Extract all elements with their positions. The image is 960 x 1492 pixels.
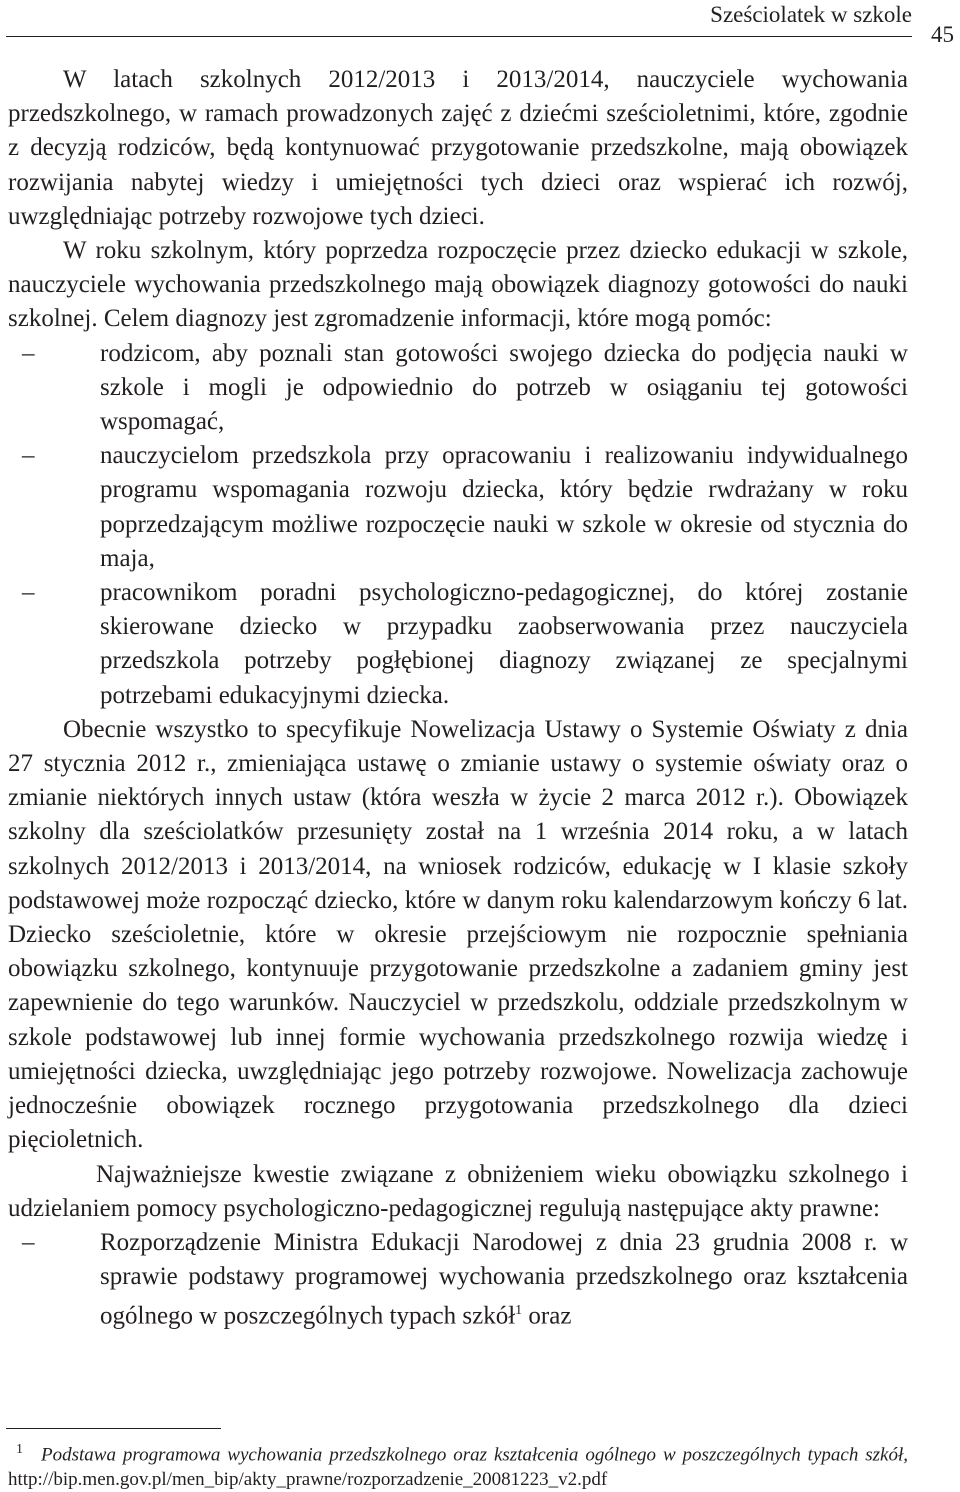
running-header-title: Sześciolatek w szkole <box>710 2 912 27</box>
dash-bullet: – <box>22 442 35 470</box>
list-item <box>22 439 908 576</box>
footnote-url-link[interactable]: http://bip.men.gov.pl/men_bip/akty_prawne/rozporzadzenie_20081223_v2.pdf <box>8 1469 608 1491</box>
dash-bullet: – <box>22 339 35 367</box>
footnote-reference[interactable]: 1 <box>515 1303 523 1319</box>
paragraph-4: Najważniejsze kwestie związane z obniżeniem wieku obowiązku szkolnego i udzielaniem pomocy psychologiczno-pedagogicznej regulują następujące akty prawne: <box>8 1160 908 1222</box>
footnote-mark: 1 <box>16 1442 23 1457</box>
footnote <box>8 1437 908 1492</box>
legal-acts-list <box>8 1226 908 1334</box>
list-item-text: rodzicom, aby poznali stan gotowości swojego dziecka do podjęcia nauki w szkole i mogli je odpowiednio do potrzeb w osiąganiu tej gotowości wspomagać, <box>100 339 908 436</box>
paragraph-1: W latach szkolnych 2012/2013 i 2013/2014, nauczyciele wychowania przedszkolnego, w ramach prowadzonych zajęć z dziećmi sześcioletnimi, które, zgodnie z decyzją rodziców, będą kontynuować przygotowanie przedszkolne, mają obowiązek rozwijania nabytej wiedzy i umiejętności tych dzieci oraz wspierać ich rozwój, uwzględniając potrzeby rozwojowe tych dzieci. <box>8 66 908 230</box>
paragraph-3: Obecnie wszystko to specyfikuje Nowelizacja Ustawy o Systemie Oświaty z dnia 27 stycznia 2012 r., zmieniająca ustawę o zmianie ustawy o systemie oświaty oraz o zmianie niektórych innych ustaw (która weszła w życie 2 marca 2012 r.). Obowiązek szkolny dla sześciolatków przesunięty został na 1 września 2014 roku, a w latach szkolnych 2012/2013 i 2013/2014, na wniosek rodziców, edukację w I klasie szkoły podstawowej może rozpocząć dziecko, które w danym roku kalendarzowym kończy 6 lat. Dziecko sześcioletnie, które w okresie przejściowym nie rozpocznie spełniania obowiązku szkolnego, kontynuuje przygotowanie przedszkolne a zadaniem gminy jest zapewnienie do tego warunków. Nauczyciel w przedszkolu, oddziale przedszkolnym w szkole podstawowej lub innej formie wychowania przedszkolnego rozwija wiedzę i umiejętności dziecka, uwzględniając jego potrzeby rozwojowe. Nowelizacja zachowuje jednocześnie obowiązek rocznego przygotowania przedszkolnego dla dzieci pięcioletnich. <box>8 715 908 1154</box>
list-item-text: Rozporządzenie Ministra Edukacji Narodowej z dnia 23 grudnia 2008 r. w sprawie podstawy programowej wychowania przedszkolnego oraz kształcenia ogólnego w poszczególnych typach szkół <box>100 1228 908 1330</box>
list-item <box>22 337 908 440</box>
diagnosis-purpose-list <box>8 337 908 713</box>
page-number: 45 <box>931 22 954 47</box>
footnote-rule <box>6 1428 221 1429</box>
list-item-text: pracownikom poradni psychologiczno-pedagogicznej, do której zostanie skierowane dziecko w przypadku zaobserwowania przez nauczyciela przedszkola potrzeby pogłębionej diagnozy związanej ze specjalnymi potrzebami edukacyjnymi dziecka. <box>100 579 908 709</box>
list-item-text: nauczycielom przedszkola przy opracowaniu i realizowaniu indywidualnego programu wspomagania rozwoju dziecka, który będzie rwdrażany w roku poprzedzającym możliwe rozpoczęcie nauki w szkole w okresie od stycznia do maja, <box>100 442 908 572</box>
header-rule <box>6 36 912 37</box>
body-text <box>8 63 908 1334</box>
list-item <box>22 1226 908 1334</box>
footnote-title: Podstawa programowa wychowania przedszkolnego oraz kształcenia ogólnego w poszczególnych typach szkół, <box>41 1444 908 1466</box>
dash-bullet: – <box>22 1228 35 1256</box>
list-item-text-tail: oraz <box>522 1302 572 1330</box>
dash-bullet: – <box>22 579 35 607</box>
list-item <box>22 576 908 713</box>
paragraph-2: W roku szkolnym, który poprzedza rozpoczęcie przez dziecko edukacji w szkole, nauczyciele wychowania przedszkolnego mają obowiązek diagnozy gotowości do nauki szkolnej. Celem diagnozy jest zgromadzenie informacji, które mogą pomóc: <box>8 237 908 333</box>
